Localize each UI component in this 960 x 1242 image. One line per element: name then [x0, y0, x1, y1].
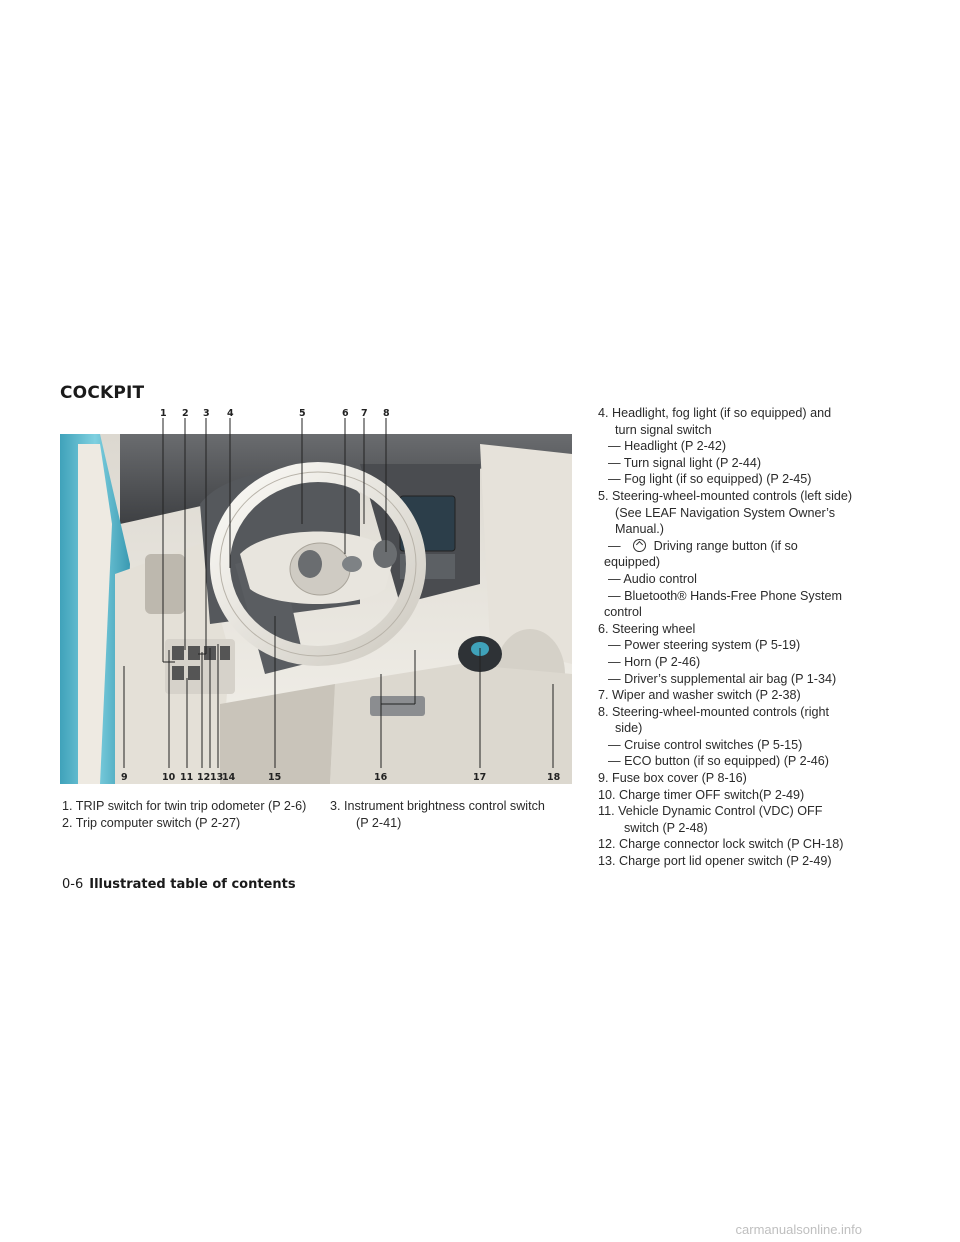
- legend-sub-airbag: — Driver’s supplemental air bag (P 1-34): [608, 671, 837, 686]
- legend-sub-fog-light: — Fog light (if so equipped) (P 2-45): [608, 472, 812, 487]
- legend-item-11: 11. Vehicle Dynamic Control (VDC) OFF: [598, 804, 823, 819]
- legend-item-13: 13. Charge port lid opener switch (P 2-49): [598, 854, 832, 869]
- callout-6: 6: [342, 408, 349, 419]
- legend-item-5-cont2: Manual.): [615, 522, 664, 537]
- footer-title: Illustrated table of contents: [89, 877, 296, 892]
- legend-column-1: [62, 798, 322, 831]
- legend-item-5: 5. Steering-wheel-mounted controls (left side): [598, 488, 853, 503]
- legend-item-3-ref: (P 2-41): [356, 815, 402, 830]
- legend-item-4-cont: turn signal switch: [615, 422, 712, 437]
- legend-sub-headlight: — Headlight (P 2-42): [608, 439, 727, 454]
- callout-3: 3: [203, 408, 210, 419]
- driving-range-icon: [633, 539, 646, 552]
- callout-12: 12: [197, 772, 211, 783]
- page-number: 0-6: [62, 877, 84, 892]
- legend-column-2: [330, 798, 580, 831]
- left-wheel-controls: [298, 550, 322, 578]
- callout-15: 15: [268, 772, 282, 783]
- legend-sub-driving-range-cont: equipped): [604, 555, 661, 570]
- legend-item-1: 1. TRIP switch for twin trip odometer (P 2-6): [62, 799, 307, 813]
- callout-numbers-top: [160, 408, 390, 419]
- callout-5: 5: [299, 408, 306, 419]
- switch-btn: [188, 666, 200, 680]
- legend-sub-cruise: — Cruise control switches (P 5-15): [608, 737, 803, 752]
- callout-4: 4: [227, 408, 234, 419]
- legend-sub-driving-range: [598, 538, 898, 555]
- legend-item-12: 12. Charge connector lock switch (P CH-18): [598, 837, 844, 852]
- callout-13: 13: [210, 772, 224, 783]
- callout-7: 7: [361, 408, 368, 419]
- driving-range-text: Driving range button (if so: [653, 538, 798, 553]
- callout-10: 10: [162, 772, 176, 783]
- legend-item-9: 9. Fuse box cover (P 8-16): [598, 771, 747, 786]
- callout-9: 9: [121, 772, 128, 783]
- callout-14: 14: [222, 772, 236, 783]
- legend-sub-turn-signal: — Turn signal light (P 2-44): [608, 455, 762, 470]
- legend-item-4: 4. Headlight, fog light (if so equipped) and: [598, 406, 832, 420]
- legend-item-10: 10. Charge timer OFF switch(P 2-49): [598, 787, 805, 802]
- callout-11: 11: [180, 772, 194, 783]
- legend-item-7: 7. Wiper and washer switch (P 2-38): [598, 688, 801, 703]
- switch-btn: [188, 646, 200, 660]
- center-console: [330, 664, 572, 784]
- legend-item-3: 3. Instrument brightness control switch: [330, 799, 545, 813]
- callout-1: 1: [160, 408, 167, 419]
- legend-sub-bluetooth: — Bluetooth® Hands-Free Phone System: [608, 588, 842, 603]
- console-buttons: [370, 696, 425, 716]
- callout-17: 17: [473, 772, 487, 783]
- section-title: COCKPIT: [60, 383, 145, 403]
- legend-item-5-cont: (See LEAF Navigation System Owner’s: [615, 505, 836, 520]
- legend-column-3: [598, 405, 898, 870]
- legend-sub-audio: — Audio control: [608, 571, 697, 586]
- legend-item-11-cont: switch (P 2-48): [624, 820, 708, 835]
- switch-btn: [172, 666, 184, 680]
- callout-16: 16: [374, 772, 388, 783]
- legend-item-8: 8. Steering-wheel-mounted controls (right: [598, 704, 829, 719]
- left-air-vent: [145, 554, 185, 614]
- switch-btn: [220, 646, 230, 660]
- right-wheel-controls: [373, 540, 397, 568]
- legend-sub-horn: — Horn (P 2-46): [608, 654, 701, 669]
- callout-8: 8: [383, 408, 390, 419]
- switch-btn: [172, 646, 184, 660]
- callout-2: 2: [182, 408, 189, 419]
- legend-item-8-cont: side): [615, 721, 643, 736]
- callout-18: 18: [547, 772, 561, 783]
- nissan-logo: [342, 556, 362, 572]
- legend-sub-bluetooth-cont: control: [604, 605, 642, 620]
- legend-sub-eco: — ECO button (if so equipped) (P 2-46): [608, 754, 829, 769]
- page-footer: [62, 877, 296, 892]
- dash: —: [608, 538, 621, 553]
- cockpit-illustration: [60, 404, 572, 784]
- legend-item-6: 6. Steering wheel: [598, 621, 696, 636]
- watermark: carmanualsonline.info: [735, 1222, 862, 1237]
- cockpit-svg: [60, 404, 572, 784]
- legend-sub-power-steering: — Power steering system (P 5-19): [608, 638, 801, 653]
- legend-item-2: 2. Trip computer switch (P 2-27): [62, 815, 241, 830]
